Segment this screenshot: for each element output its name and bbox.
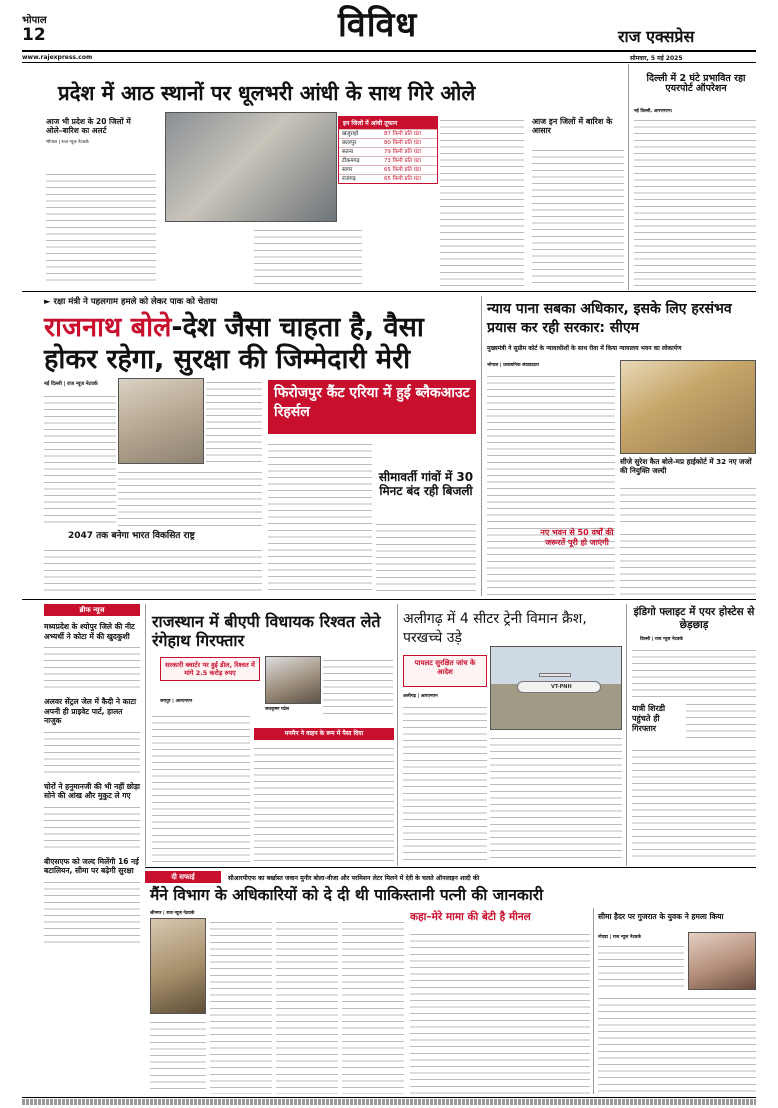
rajnath-headline-red: राजनाथ बोले: [44, 312, 172, 343]
storm-table-row: [339, 165, 437, 174]
cm-red-quote: नए भवन से 50 वर्षों की जरूरतें पूरी हो जाएंगी: [540, 528, 614, 547]
storm-place: खजुराहो: [342, 131, 359, 137]
delhi-dateline: नई दिल्ली, आरएनएन।: [634, 109, 673, 114]
ferozpur-quote: सीमावर्ती गांवों में 30 मिनट बंद रही बिजली: [378, 470, 474, 498]
crpf-body-col1: [210, 918, 272, 1094]
seema-body-bottom: [598, 994, 756, 1094]
storm-speed: 79 किमी प्रति घंटा: [384, 149, 421, 155]
munir-photo: [150, 918, 206, 1014]
ferozpur-headline: फिरोजपुर कैंट एरिया में हुई ब्लैकआउट रिहर्सल: [268, 380, 476, 434]
rajasthan-box: [160, 657, 260, 681]
meenal-headline: कहा–मेरे मामा की बेटी है मीनल: [410, 911, 531, 923]
delhi-body: [634, 116, 756, 286]
masthead-rule: [22, 50, 756, 52]
rajnath-headline: [44, 312, 478, 376]
brief-item-body: [44, 803, 140, 851]
seema-photo: [688, 932, 756, 990]
rajnath-headline-rest: -देश जैसा चाहता है, वैसा होकर रहेगा, सुरक्षा की जिम्मेदारी मेरी: [44, 312, 424, 375]
storm-speed: 80 किमी प्रति घंटा: [384, 140, 421, 146]
brief-item-body: [44, 643, 140, 691]
lead-subhead: आज भी प्रदेश के 20 जिलों में ओले–बारिश का अलर्ट: [46, 117, 131, 135]
mla-photo: [265, 656, 321, 704]
cm-body-col1: [487, 372, 615, 596]
aligarh-headline: अलीगढ़ में 4 सीटर ट्रेनी विमान क्रैश, परखच्चे उड़े: [403, 611, 587, 646]
storm-speed: 87 किमी प्रति घंटा: [384, 131, 421, 137]
storm-speed: 65 किमी प्रति घंटा: [384, 176, 421, 182]
storm-place: राजगढ़: [342, 176, 356, 182]
rajnath-photo: [118, 378, 204, 464]
meenal-body: [410, 930, 590, 1094]
brief-news-label: ब्रीफ न्यूज: [44, 604, 140, 616]
crpf-headline: मैंने विभाग के अधिकारियों को दे दी थी पाकिस्तानी पत्नी की जानकारी: [150, 886, 544, 904]
aligarh-box-text: पायलट सुरक्षित जांच के आदेश: [414, 659, 476, 676]
rajasthan-byline: जयपुर | आरएनएन: [160, 699, 193, 704]
cm-headline: न्याय पाना सबका अधिकार, इसके लिए हरसंभव प्रयास कर रही सरकार: सीएम: [487, 301, 732, 336]
aligarh-body-col1: [403, 703, 487, 863]
rajnath-kicker-text: रक्षा मंत्री ने पहलगाम हमले को लेकर पाक को चेताया: [53, 297, 218, 307]
crpf-body-col2: [276, 918, 338, 1094]
website-url: www.rajexpress.com: [22, 54, 93, 61]
storm-table-row: [339, 147, 437, 156]
brief-item-headline: बीएसएफ को जल्द मिलेंगी 16 नई बटालियन, सीमा पर बढ़ेगी सुरक्षा: [44, 856, 139, 875]
lead-body-col1: [46, 170, 156, 282]
lead-body-col3: [440, 116, 524, 286]
issue-date: सोमवार, 5 मई 2025: [630, 55, 683, 62]
masthead-rule-thin: [22, 62, 756, 63]
aligarh-byline: अलीगढ़ | आरएनएन: [403, 694, 438, 699]
rajasthan-body-col2: [152, 712, 250, 862]
storm-place: टीकमगढ़: [342, 158, 360, 164]
brief-item-body: [44, 878, 140, 948]
storm-table-title: इन जिलों में आंधी तूफान: [339, 117, 437, 129]
crpf-body-col3: [342, 918, 404, 1094]
cj-body: [620, 484, 756, 524]
brief-item-headline: चोरों ने हनुमानजी की भी नहीं छोड़ा सोने की आंख और मुकुट ले गए: [44, 781, 140, 800]
seema-body-top: [598, 942, 684, 990]
seema-byline: नोएडा | राज न्यूज नेटवर्क: [598, 935, 641, 940]
indigo-headline: इंडिगो फ्लाइट में एयर होस्टेस से छेड़छाड़: [633, 606, 755, 631]
cj-side-headline: सीजे सुरेश कैत बोले-मप्र हाईकोर्ट में 32 नए जजों की नियुक्ति जल्दी: [620, 457, 752, 475]
ferozpur-body-col1: [268, 440, 372, 596]
crpf-byline: श्रीनगर | राज न्यूज नेटवर्क: [150, 911, 195, 916]
cm-deck: मुख्यमंत्री ने सुप्रीम कोर्ट के न्यायाधीशों के साथ रीवा में किया न्यायालय भवन का लोकार्पण: [487, 345, 682, 352]
lead-byline: भोपाल | राज न्यूज नेटवर्क: [46, 140, 89, 145]
cm-body-col2: [620, 530, 756, 596]
storm-photo: [165, 112, 337, 222]
brief-item: [44, 782, 140, 851]
brand-name: राज एक्सप्रेस: [618, 27, 695, 46]
storm-speed: 65 किमी प्रति घंटा: [384, 167, 421, 173]
edition-city: भोपाल: [22, 15, 47, 26]
lead-headline: प्रदेश में आठ स्थानों पर धूलभरी आंधी के साथ गिरे ओले: [58, 81, 476, 105]
storm-table-row: [339, 129, 437, 138]
rajnath-byline: नई दिल्ली | राज न्यूज नेटवर्क: [44, 381, 98, 387]
brief-item: [44, 622, 140, 691]
storm-table-row: [339, 156, 437, 165]
brief-item-headline: मध्यप्रदेश के श्योपुर जिले की नीट अभ्यर्थी ने कोटा में की खुदकुशी: [44, 622, 135, 641]
cm-byline: भोपाल | प्रशासनिक संवाददाता: [487, 363, 539, 368]
indigo-body-top: [632, 646, 756, 698]
rajasthan-body-col1: [323, 656, 393, 716]
storm-table: [338, 116, 438, 184]
delhi-headline: दिल्ली में 2 घंटे प्रभावित रहा एयरपोर्ट ऑपरेशन: [646, 73, 746, 95]
crpf-kicker: सीआरपीएफ का बर्खास्त जवान मुनीर बोला-वीजा और परमिशन लेटर मिलने में देरी के चलते ऑनलाइन शादी की: [228, 875, 480, 882]
crpf-label: दी सफाई: [145, 871, 221, 883]
rajnath-subhead: 2047 तक बनेगा भारत विकसित राष्ट्र: [68, 531, 195, 541]
rajasthan-box-text: सरकारी क्वार्टर पर हुई डील, रिश्वत में मांगे 2.5 करोड़ रुपए: [165, 661, 255, 677]
rain-subhead: आज इन जिलों में बारिश के आसार: [532, 117, 613, 135]
brief-item-headline: अलवर सेंट्रल जेल में कैदी ने काटा अपनी ही प्राइवेट पार्ट, हालत नाजुक: [44, 697, 137, 725]
rajasthan-headline: राजस्थान में बीएपी विधायक रिश्वत लेते रंगेहाथ गिरफ्तार: [152, 612, 381, 650]
rajnath-body-col2: [206, 378, 262, 464]
storm-table-row: [339, 138, 437, 147]
plane-registration: VT-PNH: [551, 684, 572, 690]
rain-body: [532, 146, 624, 286]
indigo-side-head: यात्री शिरडी पहुंचते ही गिरफ्तार: [632, 704, 666, 733]
storm-place: सतना: [342, 149, 354, 155]
brief-item: [44, 857, 140, 948]
storm-place: सागर: [342, 167, 353, 173]
seema-headline: सीमा हैदर पर गुजरात के युवक ने हमला किया: [598, 912, 724, 921]
indigo-body-bottom: [632, 746, 756, 862]
imprint-line: [22, 1099, 756, 1105]
brief-item: [44, 697, 140, 776]
cm-photo: [620, 360, 756, 454]
rajasthan-banner: मनमैन ने वाहन के रूम में पैसा दिया: [254, 728, 394, 740]
storm-table-row: [339, 174, 437, 183]
crpf-body-col0: [150, 1018, 206, 1094]
lead-body-col2: [254, 226, 362, 286]
brief-item-body: [44, 728, 140, 776]
storm-place: छतरपुर: [342, 140, 357, 146]
section-title: विविध: [338, 5, 418, 45]
mla-photo-caption: जयकृष्ण पटेल: [265, 707, 290, 712]
plane-photo: [490, 646, 622, 730]
aligarh-body-col2: [490, 734, 622, 862]
indigo-byline: दिल्ली | राज न्यूज नेटवर्क: [640, 637, 683, 642]
rajnath-body-col1: [44, 392, 116, 526]
indigo-body-side: [686, 700, 756, 742]
ferozpur-body-col2: [376, 520, 476, 596]
rajasthan-body-col3: [254, 744, 394, 862]
rajnath-kicker: ► रक्षा मंत्री ने पहलगाम हमले को लेकर पाक को चेताया: [44, 297, 218, 307]
aligarh-box: [403, 655, 487, 687]
storm-speed: 73 किमी प्रति घंटा: [384, 158, 421, 164]
page-number: 12: [22, 25, 46, 45]
rajnath-body-col3: [118, 468, 262, 528]
rajnath-body-bottom: [44, 546, 262, 596]
